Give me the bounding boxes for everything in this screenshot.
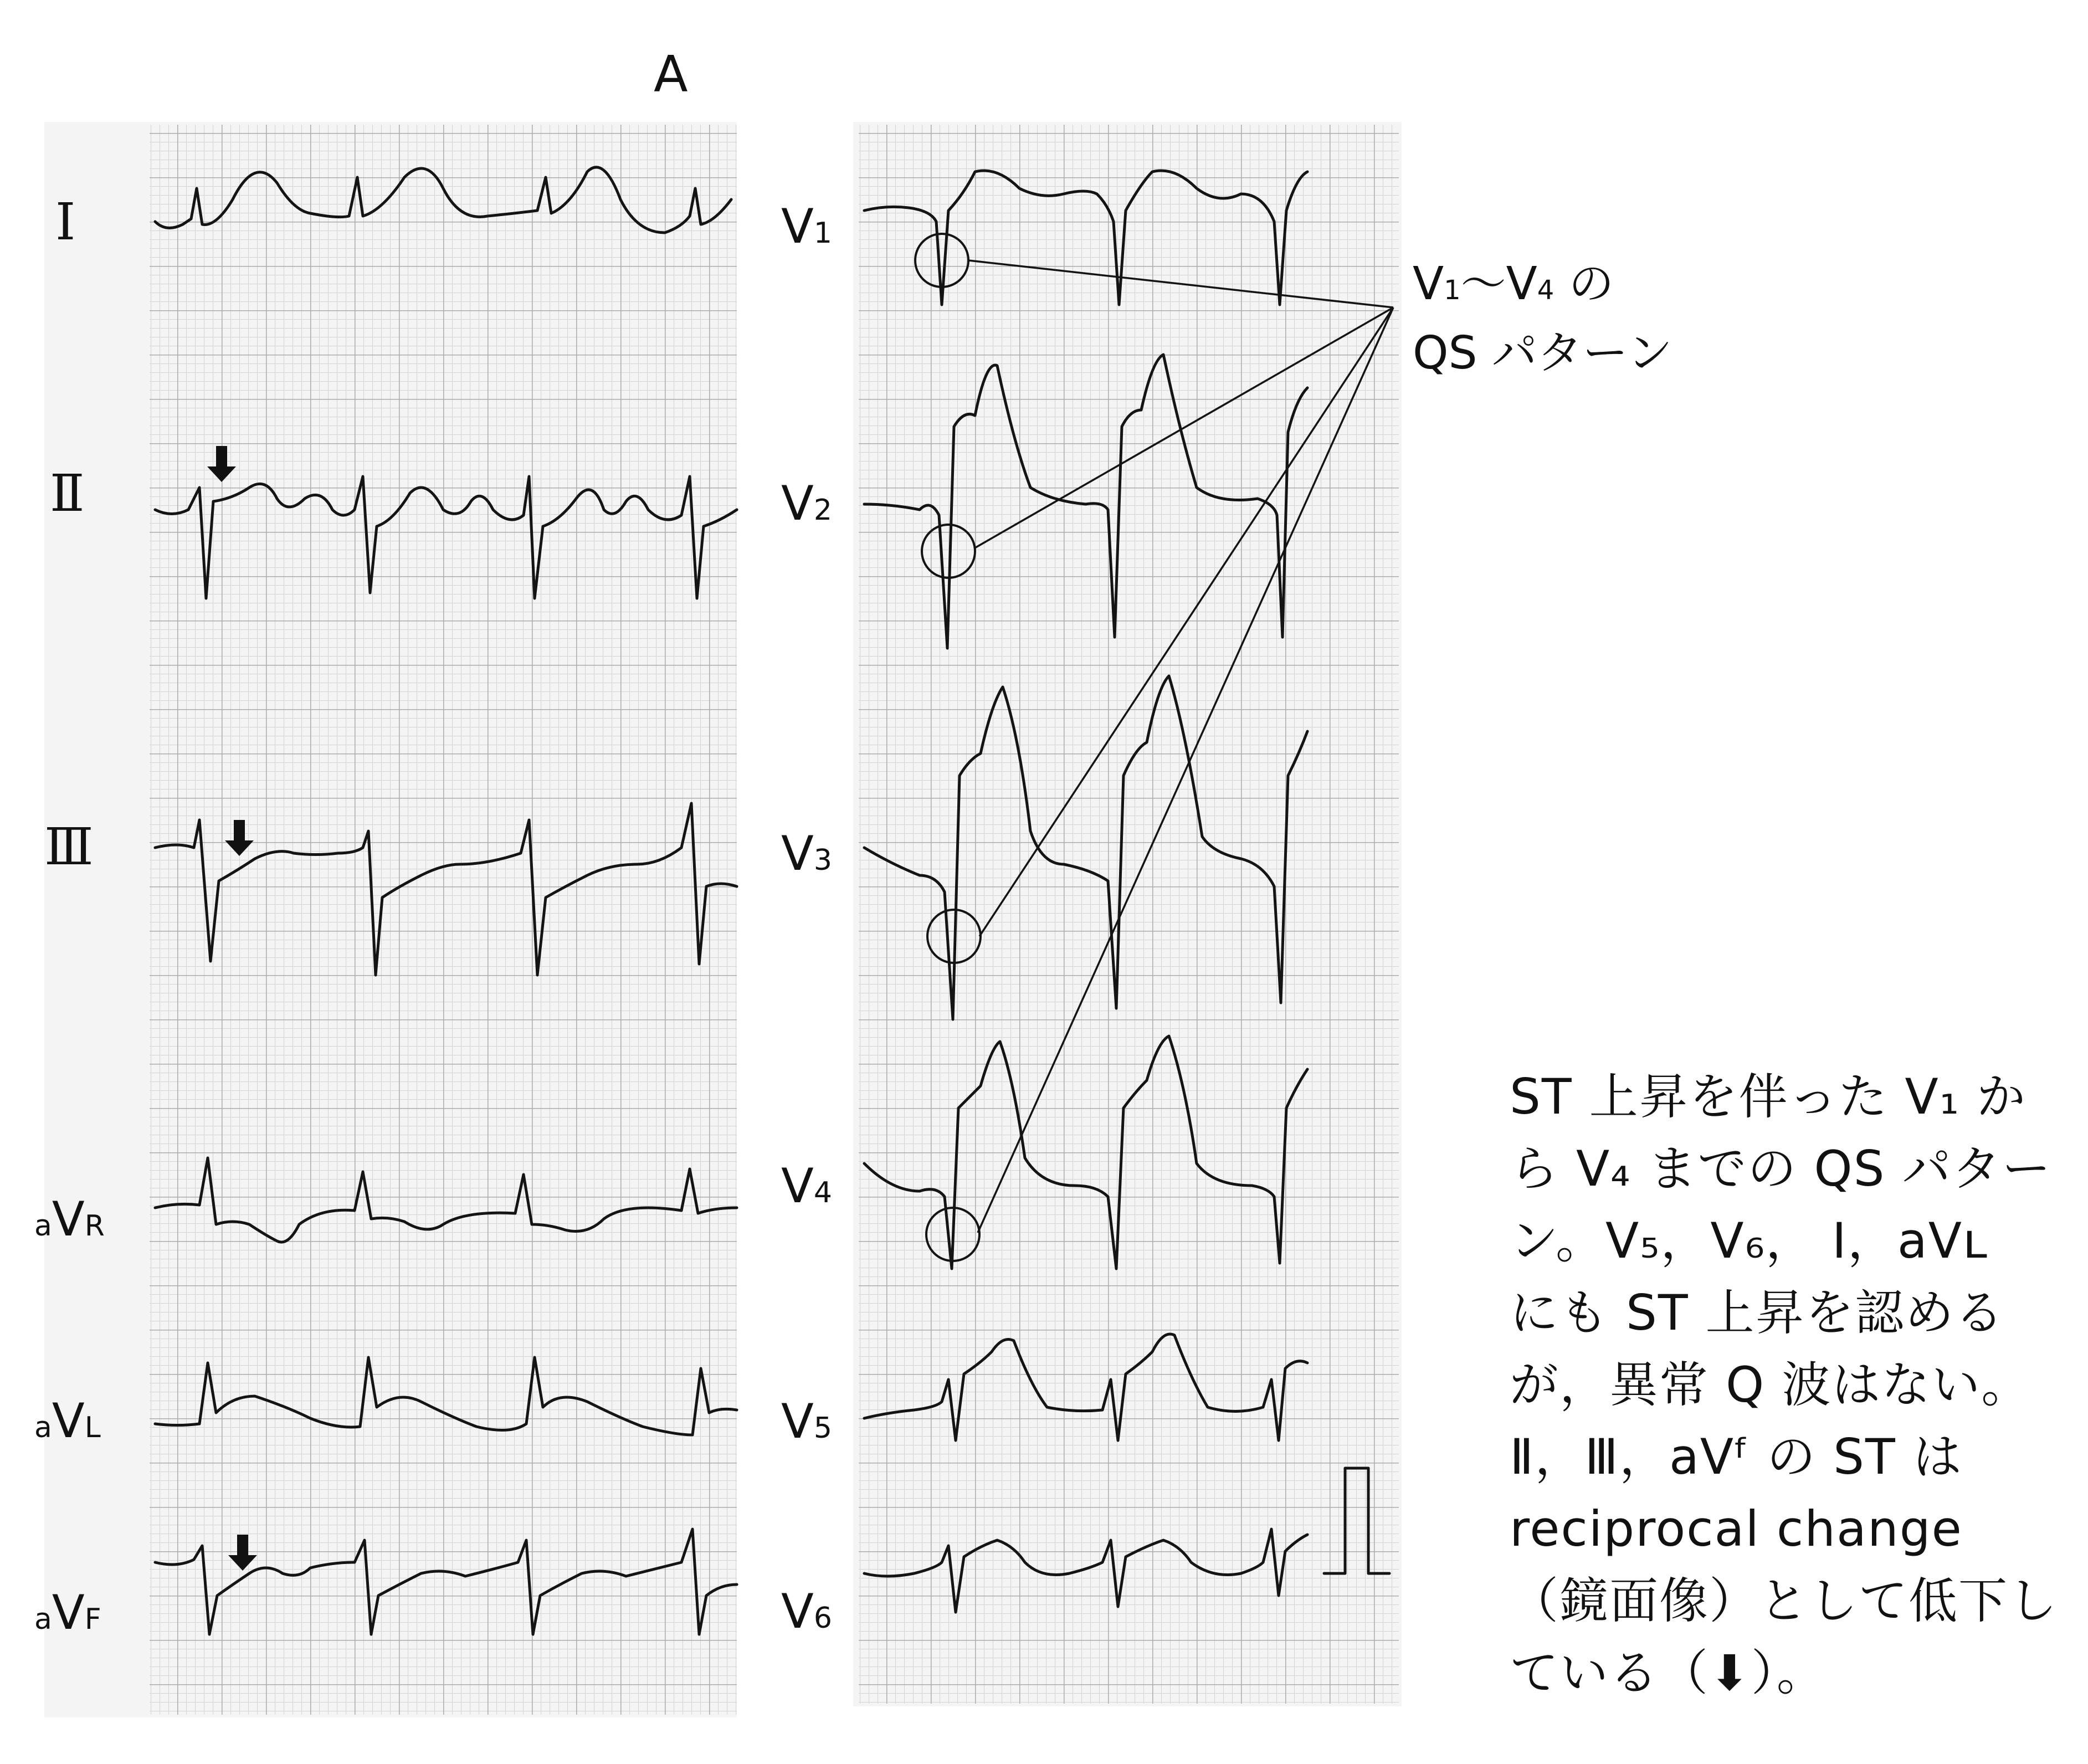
lead-label-i: Ⅰ [55, 192, 76, 252]
lead-label-v6: V6 [781, 1584, 832, 1639]
caption-line: Ⅱ，Ⅲ，aVᶠ の ST は [1510, 1428, 1963, 1485]
lead-label-avr: aVR [34, 1192, 105, 1247]
lead-label-v2: V2 [781, 476, 832, 531]
caption-line: ら V₄ までの QS パター [1510, 1140, 2052, 1197]
caption-line: ン。V₅，V₆， Ⅰ，aVʟ [1510, 1212, 1989, 1269]
caption-line: にも ST 上昇を認める [1510, 1284, 2005, 1341]
lead-label-iii: Ⅲ [44, 817, 94, 876]
lead-label-v4: V4 [781, 1158, 832, 1214]
caption-line: ST 上昇を伴った V₁ か [1510, 1068, 2027, 1125]
lead-label-ii: Ⅱ [50, 464, 85, 523]
caption-line: （鏡面像）として低下し [1510, 1572, 2059, 1629]
qs-annotation-line2: QS パターン [1413, 327, 1673, 380]
limb-lead-strip [44, 122, 737, 1717]
caption-line: reciprocal change [1510, 1500, 1963, 1557]
chest-lead-strip [853, 122, 1402, 1706]
lead-label-v5: V5 [781, 1394, 832, 1449]
lead-label-v3: V3 [781, 826, 832, 881]
lead-label-v1: V1 [781, 199, 832, 254]
lead-label-avf: aVF [34, 1585, 101, 1640]
caption [1510, 1068, 2058, 1701]
caption-line: が，異常 Q 波はない。 [1510, 1356, 2031, 1413]
qs-annotation-line1: V1〜V4 の [1413, 258, 1614, 310]
lead-label-avl: aVL [34, 1393, 101, 1449]
caption-line: ている（⬇）。 [1510, 1644, 1827, 1701]
panel-label: A [654, 45, 688, 104]
calibration-box [1324, 1440, 1391, 1701]
